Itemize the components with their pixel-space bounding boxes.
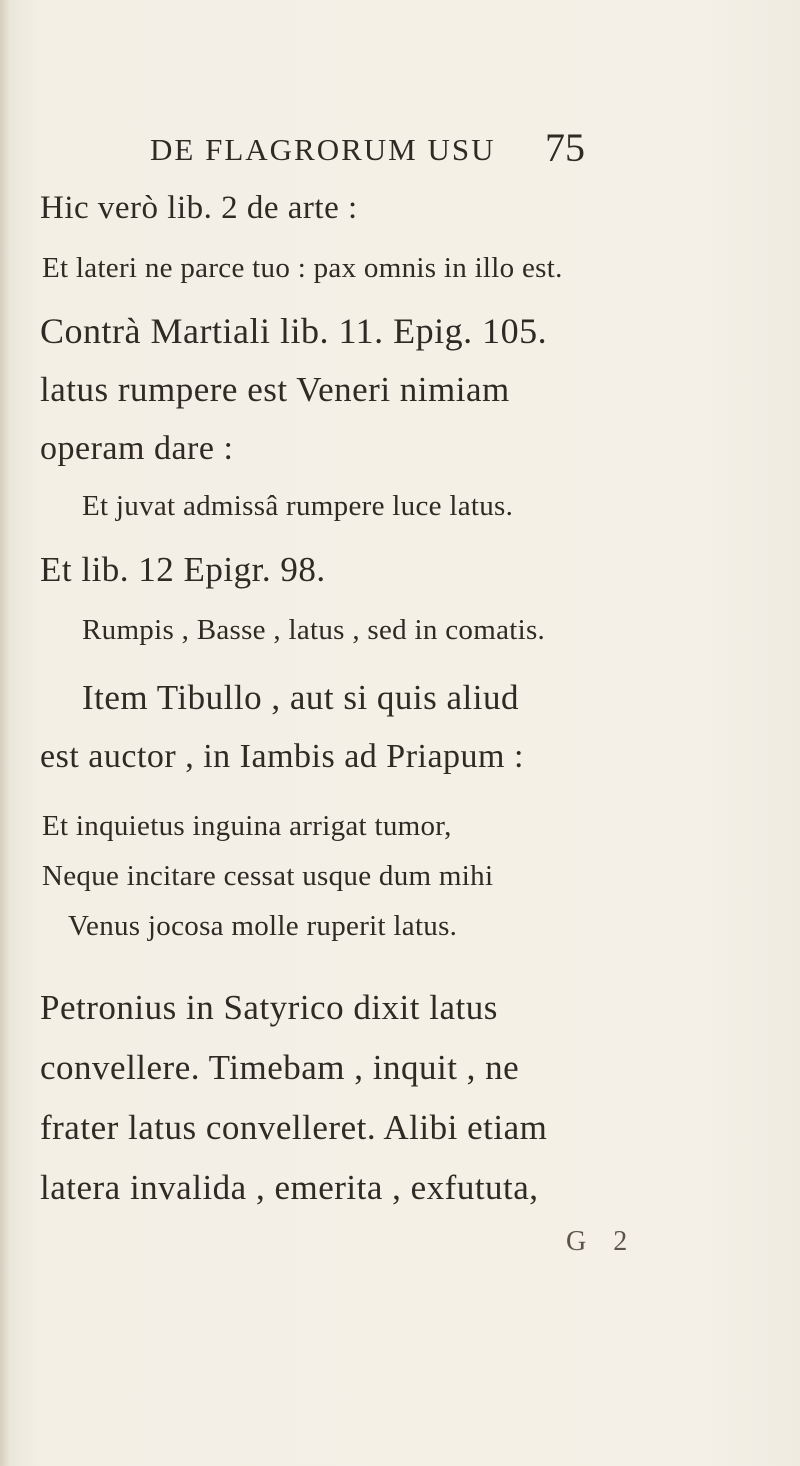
text-line: Petronius in Satyrico dixit latus xyxy=(40,988,498,1027)
text-line: Contrà Martiali lib. 11. Epig. 105. xyxy=(40,311,548,351)
text-line: convellere. Timebam , inquit , ne xyxy=(40,1048,520,1087)
text-line: latera invalida , emerita , exfututa, xyxy=(40,1168,539,1207)
verse-quote: Rumpis , Basse , latus , sed in comatis. xyxy=(82,614,546,646)
verse-quote: Neque incitare cessat usque dum mihi xyxy=(42,860,494,892)
text-line: Hic verò lib. 2 de arte : xyxy=(40,190,358,226)
text-line: latus rumpere est Veneri nimiam xyxy=(40,370,510,409)
verse-quote: Et lateri ne parce tuo : pax omnis in illo est. xyxy=(42,252,563,284)
running-title: DE FLAGRORUM USU xyxy=(150,132,496,167)
verse-quote: Et juvat admissâ rumpere luce latus. xyxy=(82,490,514,522)
text-line: Et lib. 12 Epigr. 98. xyxy=(40,550,326,589)
signature-mark: G 2 xyxy=(566,1226,638,1257)
text-line: frater latus convelleret. Alibi etiam xyxy=(40,1108,548,1147)
page-gutter xyxy=(0,0,10,1466)
running-header xyxy=(150,125,590,172)
page-number: 75 xyxy=(545,125,585,170)
text-line: operam dare : xyxy=(40,430,234,467)
text-line: Item Tibullo , aut si quis aliud xyxy=(82,678,520,717)
verse-quote: Et inquietus inguina arrigat tumor, xyxy=(42,810,452,842)
text-line: est auctor , in Iambis ad Priapum : xyxy=(40,738,524,775)
verse-quote: Venus jocosa molle ruperit latus. xyxy=(68,910,458,942)
